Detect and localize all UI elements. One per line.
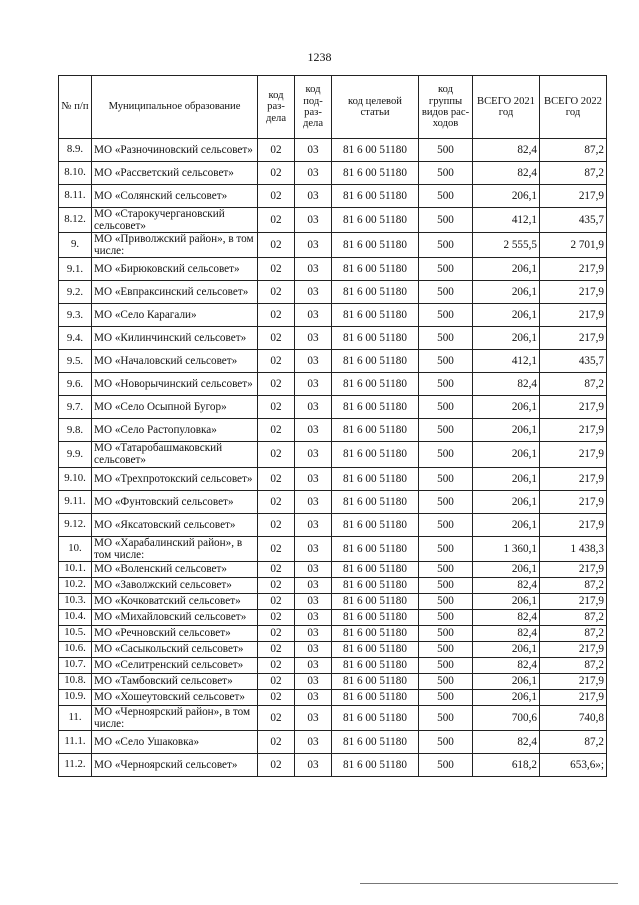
cell-target: 81 6 00 51180 xyxy=(332,281,419,304)
table-row xyxy=(59,185,607,208)
cell-subsection: 03 xyxy=(295,753,332,776)
cell-subsection: 03 xyxy=(295,185,332,208)
cell-total-2022: 653,6»; xyxy=(540,753,607,776)
cell-subsection: 03 xyxy=(295,561,332,577)
cell-total-2022: 2 701,9 xyxy=(540,233,607,258)
cell-total-2022: 217,9 xyxy=(540,561,607,577)
cell-expense-group: 500 xyxy=(419,536,473,561)
cell-section: 02 xyxy=(258,208,295,233)
cell-total-2021: 82,4 xyxy=(473,609,540,625)
cell-subsection: 03 xyxy=(295,609,332,625)
cell-total-2021: 206,1 xyxy=(473,689,540,705)
table-row xyxy=(59,442,607,467)
header-total-2022: ВСЕГО 2022 год xyxy=(540,76,607,139)
table-row xyxy=(59,281,607,304)
cell-num: 11.1. xyxy=(59,730,92,753)
cell-section: 02 xyxy=(258,442,295,467)
cell-target: 81 6 00 51180 xyxy=(332,536,419,561)
page-number: 1238 xyxy=(307,50,332,64)
cell-subsection: 03 xyxy=(295,233,332,258)
cell-total-2021: 1 360,1 xyxy=(473,536,540,561)
cell-section: 02 xyxy=(258,625,295,641)
cell-total-2021: 206,1 xyxy=(473,185,540,208)
cell-num: 10.2. xyxy=(59,577,92,593)
cell-num: 9. xyxy=(59,233,92,258)
table-row xyxy=(59,139,607,162)
header-name: Муниципальное образование xyxy=(92,76,258,139)
cell-total-2022: 435,7 xyxy=(540,208,607,233)
table-row xyxy=(59,208,607,233)
cell-name: МО «Сасыкольский сельсовет» xyxy=(92,641,258,657)
cell-name: МО «Новорычинский сельсовет» xyxy=(92,373,258,396)
cell-name: МО «Евпраксинский сельсовет» xyxy=(92,281,258,304)
table-row xyxy=(59,373,607,396)
cell-subsection: 03 xyxy=(295,689,332,705)
cell-total-2021: 82,4 xyxy=(473,162,540,185)
cell-total-2022: 217,9 xyxy=(540,673,607,689)
cell-total-2021: 206,1 xyxy=(473,467,540,490)
table-row xyxy=(59,304,607,327)
header-section: код раз-дела xyxy=(258,76,295,139)
table-row xyxy=(59,419,607,442)
cell-num: 10.9. xyxy=(59,689,92,705)
table-row xyxy=(59,162,607,185)
cell-total-2021: 82,4 xyxy=(473,373,540,396)
cell-expense-group: 500 xyxy=(419,233,473,258)
cell-section: 02 xyxy=(258,467,295,490)
cell-total-2022: 217,9 xyxy=(540,304,607,327)
cell-expense-group: 500 xyxy=(419,327,473,350)
cell-target: 81 6 00 51180 xyxy=(332,593,419,609)
header-num: № п/п xyxy=(59,76,92,139)
cell-num: 9.9. xyxy=(59,442,92,467)
table-row xyxy=(59,467,607,490)
cell-section: 02 xyxy=(258,753,295,776)
cell-name: МО «Село Растопуловка» xyxy=(92,419,258,442)
cell-total-2021: 82,4 xyxy=(473,730,540,753)
cell-section: 02 xyxy=(258,162,295,185)
cell-section: 02 xyxy=(258,673,295,689)
cell-target: 81 6 00 51180 xyxy=(332,419,419,442)
cell-subsection: 03 xyxy=(295,657,332,673)
cell-section: 02 xyxy=(258,419,295,442)
cell-target: 81 6 00 51180 xyxy=(332,673,419,689)
cell-total-2022: 217,9 xyxy=(540,442,607,467)
cell-num: 10.8. xyxy=(59,673,92,689)
cell-target: 81 6 00 51180 xyxy=(332,442,419,467)
cell-expense-group: 500 xyxy=(419,162,473,185)
cell-name: МО «Яксатовский сельсовет» xyxy=(92,513,258,536)
cell-num: 8.11. xyxy=(59,185,92,208)
cell-target: 81 6 00 51180 xyxy=(332,561,419,577)
cell-name: МО «Разночиновский сельсовет» xyxy=(92,139,258,162)
cell-subsection: 03 xyxy=(295,258,332,281)
cell-section: 02 xyxy=(258,490,295,513)
cell-total-2021: 2 555,5 xyxy=(473,233,540,258)
cell-expense-group: 500 xyxy=(419,350,473,373)
cell-subsection: 03 xyxy=(295,208,332,233)
cell-name: МО «Село Карагали» xyxy=(92,304,258,327)
cell-subsection: 03 xyxy=(295,350,332,373)
cell-subsection: 03 xyxy=(295,513,332,536)
cell-expense-group: 500 xyxy=(419,304,473,327)
table-row xyxy=(59,396,607,419)
cell-target: 81 6 00 51180 xyxy=(332,162,419,185)
cell-expense-group: 500 xyxy=(419,673,473,689)
cell-total-2021: 206,1 xyxy=(473,396,540,419)
cell-name: МО «Солянский сельсовет» xyxy=(92,185,258,208)
cell-name: МО «Михайловский сельсовет» xyxy=(92,609,258,625)
table-row xyxy=(59,730,607,753)
cell-name: МО «Татаробашмаковский сельсовет» xyxy=(92,442,258,467)
cell-total-2021: 206,1 xyxy=(473,419,540,442)
cell-target: 81 6 00 51180 xyxy=(332,258,419,281)
cell-subsection: 03 xyxy=(295,577,332,593)
cell-target: 81 6 00 51180 xyxy=(332,139,419,162)
cell-expense-group: 500 xyxy=(419,442,473,467)
cell-expense-group: 500 xyxy=(419,753,473,776)
cell-target: 81 6 00 51180 xyxy=(332,208,419,233)
cell-target: 81 6 00 51180 xyxy=(332,609,419,625)
cell-name: МО «Черноярский район», в том числе: xyxy=(92,705,258,730)
cell-total-2021: 206,1 xyxy=(473,561,540,577)
cell-target: 81 6 00 51180 xyxy=(332,513,419,536)
table-row xyxy=(59,657,607,673)
cell-total-2022: 87,2 xyxy=(540,657,607,673)
cell-total-2022: 217,9 xyxy=(540,513,607,536)
cell-section: 02 xyxy=(258,185,295,208)
cell-subsection: 03 xyxy=(295,536,332,561)
cell-section: 02 xyxy=(258,705,295,730)
cell-name: МО «Фунтовский сельсовет» xyxy=(92,490,258,513)
table-header xyxy=(59,76,607,139)
cell-num: 9.6. xyxy=(59,373,92,396)
cell-total-2021: 412,1 xyxy=(473,350,540,373)
cell-total-2021: 206,1 xyxy=(473,442,540,467)
cell-num: 9.4. xyxy=(59,327,92,350)
cell-num: 11. xyxy=(59,705,92,730)
cell-subsection: 03 xyxy=(295,162,332,185)
cell-num: 9.10. xyxy=(59,467,92,490)
cell-subsection: 03 xyxy=(295,467,332,490)
cell-total-2021: 206,1 xyxy=(473,593,540,609)
table-row xyxy=(59,513,607,536)
cell-expense-group: 500 xyxy=(419,467,473,490)
cell-expense-group: 500 xyxy=(419,689,473,705)
cell-section: 02 xyxy=(258,327,295,350)
cell-target: 81 6 00 51180 xyxy=(332,753,419,776)
cell-subsection: 03 xyxy=(295,304,332,327)
cell-total-2021: 206,1 xyxy=(473,258,540,281)
cell-total-2022: 87,2 xyxy=(540,609,607,625)
budget-table xyxy=(58,75,607,777)
cell-name: МО «Хошеутовский сельсовет» xyxy=(92,689,258,705)
cell-total-2021: 412,1 xyxy=(473,208,540,233)
cell-section: 02 xyxy=(258,609,295,625)
cell-total-2021: 206,1 xyxy=(473,513,540,536)
cell-total-2021: 618,2 xyxy=(473,753,540,776)
cell-num: 10.6. xyxy=(59,641,92,657)
cell-subsection: 03 xyxy=(295,730,332,753)
cell-target: 81 6 00 51180 xyxy=(332,490,419,513)
cell-total-2022: 87,2 xyxy=(540,162,607,185)
cell-num: 10.5. xyxy=(59,625,92,641)
table-row xyxy=(59,258,607,281)
cell-expense-group: 500 xyxy=(419,730,473,753)
cell-section: 02 xyxy=(258,233,295,258)
cell-total-2021: 206,1 xyxy=(473,281,540,304)
cell-subsection: 03 xyxy=(295,641,332,657)
header-row xyxy=(59,76,607,139)
cell-total-2021: 82,4 xyxy=(473,577,540,593)
cell-section: 02 xyxy=(258,513,295,536)
cell-name: МО «Бирюковский сельсовет» xyxy=(92,258,258,281)
cell-target: 81 6 00 51180 xyxy=(332,657,419,673)
cell-total-2021: 206,1 xyxy=(473,673,540,689)
cell-subsection: 03 xyxy=(295,373,332,396)
cell-num: 11.2. xyxy=(59,753,92,776)
cell-total-2022: 435,7 xyxy=(540,350,607,373)
cell-expense-group: 500 xyxy=(419,139,473,162)
cell-subsection: 03 xyxy=(295,490,332,513)
cell-total-2022: 87,2 xyxy=(540,577,607,593)
table-row xyxy=(59,327,607,350)
cell-target: 81 6 00 51180 xyxy=(332,641,419,657)
cell-target: 81 6 00 51180 xyxy=(332,373,419,396)
cell-name: МО «Черноярский сельсовет» xyxy=(92,753,258,776)
cell-total-2022: 1 438,3 xyxy=(540,536,607,561)
cell-subsection: 03 xyxy=(295,673,332,689)
cell-expense-group: 500 xyxy=(419,561,473,577)
cell-section: 02 xyxy=(258,396,295,419)
cell-expense-group: 500 xyxy=(419,577,473,593)
cell-total-2022: 87,2 xyxy=(540,373,607,396)
cell-section: 02 xyxy=(258,536,295,561)
cell-target: 81 6 00 51180 xyxy=(332,327,419,350)
header-expense-group: код группы видов рас-ходов xyxy=(419,76,473,139)
cell-total-2021: 206,1 xyxy=(473,490,540,513)
cell-name: МО «Селитренский сельсовет» xyxy=(92,657,258,673)
cell-num: 9.8. xyxy=(59,419,92,442)
cell-total-2022: 217,9 xyxy=(540,467,607,490)
table-row xyxy=(59,536,607,561)
cell-section: 02 xyxy=(258,689,295,705)
header-subsection: код под-раз-дела xyxy=(295,76,332,139)
cell-total-2022: 217,9 xyxy=(540,396,607,419)
cell-subsection: 03 xyxy=(295,281,332,304)
cell-total-2022: 217,9 xyxy=(540,327,607,350)
cell-total-2022: 217,9 xyxy=(540,258,607,281)
cell-expense-group: 500 xyxy=(419,281,473,304)
table-row xyxy=(59,641,607,657)
cell-subsection: 03 xyxy=(295,396,332,419)
cell-total-2022: 217,9 xyxy=(540,689,607,705)
cell-expense-group: 500 xyxy=(419,396,473,419)
cell-num: 9.2. xyxy=(59,281,92,304)
header-target: код целевой статьи xyxy=(332,76,419,139)
cell-target: 81 6 00 51180 xyxy=(332,625,419,641)
cell-name: МО «Тамбовский сельсовет» xyxy=(92,673,258,689)
cell-section: 02 xyxy=(258,593,295,609)
table-row xyxy=(59,593,607,609)
cell-num: 9.12. xyxy=(59,513,92,536)
table-row xyxy=(59,625,607,641)
cell-section: 02 xyxy=(258,139,295,162)
cell-expense-group: 500 xyxy=(419,373,473,396)
cell-name: МО «Старокучергановский сельсовет» xyxy=(92,208,258,233)
cell-name: МО «Килинчинский сельсовет» xyxy=(92,327,258,350)
table-row xyxy=(59,490,607,513)
cell-target: 81 6 00 51180 xyxy=(332,577,419,593)
cell-num: 9.7. xyxy=(59,396,92,419)
cell-name: МО «Воленский сельсовет» xyxy=(92,561,258,577)
cell-total-2021: 82,4 xyxy=(473,657,540,673)
cell-num: 8.9. xyxy=(59,139,92,162)
cell-name: МО «Кочковатский сельсовет» xyxy=(92,593,258,609)
cell-target: 81 6 00 51180 xyxy=(332,233,419,258)
header-total-2021: ВСЕГО 2021 год xyxy=(473,76,540,139)
table-row xyxy=(59,350,607,373)
table-row xyxy=(59,753,607,776)
cell-section: 02 xyxy=(258,258,295,281)
bottom-divider xyxy=(360,883,618,884)
cell-section: 02 xyxy=(258,281,295,304)
cell-target: 81 6 00 51180 xyxy=(332,689,419,705)
cell-name: МО «Рассветский сельсовет» xyxy=(92,162,258,185)
cell-target: 81 6 00 51180 xyxy=(332,350,419,373)
cell-name: МО «Село Осыпной Бугор» xyxy=(92,396,258,419)
cell-num: 8.12. xyxy=(59,208,92,233)
cell-num: 8.10. xyxy=(59,162,92,185)
cell-subsection: 03 xyxy=(295,139,332,162)
cell-name: МО «Село Ушаковка» xyxy=(92,730,258,753)
table-row xyxy=(59,577,607,593)
cell-subsection: 03 xyxy=(295,625,332,641)
cell-name: МО «Речновский сельсовет» xyxy=(92,625,258,641)
cell-expense-group: 500 xyxy=(419,657,473,673)
cell-total-2022: 217,9 xyxy=(540,593,607,609)
table-row xyxy=(59,233,607,258)
cell-total-2021: 206,1 xyxy=(473,641,540,657)
cell-target: 81 6 00 51180 xyxy=(332,396,419,419)
cell-num: 9.5. xyxy=(59,350,92,373)
cell-name: МО «Приволжский район», в том числе: xyxy=(92,233,258,258)
cell-expense-group: 500 xyxy=(419,641,473,657)
cell-num: 9.11. xyxy=(59,490,92,513)
cell-total-2021: 82,4 xyxy=(473,139,540,162)
cell-target: 81 6 00 51180 xyxy=(332,304,419,327)
cell-num: 9.3. xyxy=(59,304,92,327)
cell-name: МО «Началовский сельсовет» xyxy=(92,350,258,373)
cell-expense-group: 500 xyxy=(419,625,473,641)
cell-section: 02 xyxy=(258,641,295,657)
cell-name: МО «Заволжский сельсовет» xyxy=(92,577,258,593)
cell-total-2022: 217,9 xyxy=(540,185,607,208)
cell-num: 10.1. xyxy=(59,561,92,577)
cell-expense-group: 500 xyxy=(419,513,473,536)
cell-target: 81 6 00 51180 xyxy=(332,705,419,730)
cell-total-2022: 87,2 xyxy=(540,730,607,753)
cell-name: МО «Харабалинский район», в том числе: xyxy=(92,536,258,561)
cell-target: 81 6 00 51180 xyxy=(332,185,419,208)
table-body xyxy=(59,139,607,777)
cell-section: 02 xyxy=(258,657,295,673)
cell-expense-group: 500 xyxy=(419,208,473,233)
cell-target: 81 6 00 51180 xyxy=(332,730,419,753)
cell-total-2021: 206,1 xyxy=(473,327,540,350)
cell-subsection: 03 xyxy=(295,419,332,442)
cell-total-2021: 700,6 xyxy=(473,705,540,730)
cell-total-2021: 82,4 xyxy=(473,625,540,641)
cell-section: 02 xyxy=(258,561,295,577)
cell-subsection: 03 xyxy=(295,593,332,609)
cell-num: 10.7. xyxy=(59,657,92,673)
cell-total-2022: 217,9 xyxy=(540,419,607,442)
cell-expense-group: 500 xyxy=(419,609,473,625)
table-row xyxy=(59,689,607,705)
cell-total-2022: 217,9 xyxy=(540,641,607,657)
cell-subsection: 03 xyxy=(295,705,332,730)
cell-section: 02 xyxy=(258,373,295,396)
table-row xyxy=(59,673,607,689)
cell-expense-group: 500 xyxy=(419,593,473,609)
cell-total-2022: 740,8 xyxy=(540,705,607,730)
cell-section: 02 xyxy=(258,730,295,753)
cell-subsection: 03 xyxy=(295,442,332,467)
cell-total-2022: 217,9 xyxy=(540,281,607,304)
cell-expense-group: 500 xyxy=(419,419,473,442)
cell-section: 02 xyxy=(258,577,295,593)
cell-num: 10.3. xyxy=(59,593,92,609)
cell-num: 9.1. xyxy=(59,258,92,281)
cell-expense-group: 500 xyxy=(419,258,473,281)
cell-section: 02 xyxy=(258,304,295,327)
cell-target: 81 6 00 51180 xyxy=(332,467,419,490)
cell-expense-group: 500 xyxy=(419,185,473,208)
table-row xyxy=(59,705,607,730)
cell-num: 10. xyxy=(59,536,92,561)
cell-total-2022: 87,2 xyxy=(540,625,607,641)
cell-total-2022: 217,9 xyxy=(540,490,607,513)
cell-total-2021: 206,1 xyxy=(473,304,540,327)
cell-name: МО «Трехпротокский сельсовет» xyxy=(92,467,258,490)
cell-expense-group: 500 xyxy=(419,490,473,513)
cell-subsection: 03 xyxy=(295,327,332,350)
cell-section: 02 xyxy=(258,350,295,373)
cell-total-2022: 87,2 xyxy=(540,139,607,162)
cell-expense-group: 500 xyxy=(419,705,473,730)
table-row xyxy=(59,561,607,577)
table-row xyxy=(59,609,607,625)
cell-num: 10.4. xyxy=(59,609,92,625)
